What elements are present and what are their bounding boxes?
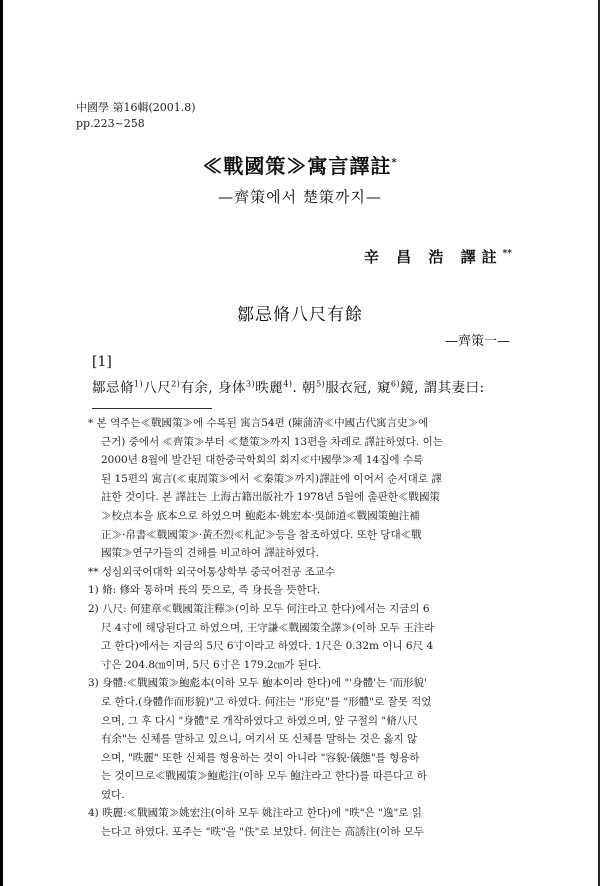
journal-pages: pp.223~258 [76,117,145,130]
text-segment: . 朝 [292,380,317,396]
classical-text-line [92,376,485,396]
footnote-line: 는다고 하였다. 포주는 "昳"을 "佚"로 보았다. 何注는 高誘注(이하 모두 [101,826,425,839]
translator-footnote-mark: ** [502,249,512,259]
footnote-line: 으며, "昳麗" 또한 신체를 형용하는 것이 아니라 "容貌·儀態"를 형용하 [101,751,420,764]
translator-byline [364,246,512,267]
text-segment: 八尺 [143,380,172,396]
text-segment: 有余, 身体 [180,380,247,396]
text-segment: 昳麗 [255,380,284,396]
footnote-line: 1) 脩: 修와 통하며 長의 뜻으로, 즉 身長을 뜻한다. [88,584,321,597]
text-segment: 鄒忌脩 [92,380,134,396]
note-marker: 5) [316,379,326,389]
title-footnote-mark: * [391,157,398,169]
footnote-line: 으며, 그 후 다시 "身體"로 개작하였다고 하였으며, 앞 구절의 "脩八尺 [101,714,418,727]
translator-name: 辛 昌 浩 譯註 [363,248,503,266]
footnote-line: 4) 昳麗:≪戰國策≫姚宏注(이하 모두 姚注라고 한다)에 "昳"은 "逸"로 읽 [88,807,422,820]
footnote-line: 2000년 8월에 발간된 대한중국학회의 회지≪中國學≫제 14집에 수록 [101,454,424,467]
footnote-separator [92,408,212,409]
journal-info [76,100,196,132]
footnote-line: 근거) 중에서 ≪齊策≫부터 ≪楚策≫까지 13편을 차례로 譯註하였다. 이는 [101,435,443,448]
footnote-line: 는 것이므로≪戰國策≫鮑彪注(이하 모두 鮑注라고 한다)를 따른다고 하 [101,770,427,783]
footnote-line: 3) 身體:≪戰國策≫鮑彪本(이하 모두 鮑本이라 한다)에 "'身體'는 '而形貌' [88,677,427,690]
footnote-line: 고 한다)에서는 지금의 5尺 6寸이라고 하였다. 1尺은 0.32m 이니 6尺 4 [101,640,434,653]
section-title: 鄒忌脩八尺有餘 [237,305,363,325]
note-marker: 1) [134,379,144,389]
note-marker: 4) [283,379,293,389]
paper-title-text: ≪戰國策≫寓言譯註 [202,154,392,178]
section-source: —齊策一— [444,334,510,349]
footnote-line: 寸은 204.8㎝이며, 5尺 6寸은 179.2㎝가 된다. [101,658,322,671]
paper-subtitle: —齊策에서 楚策까지— [218,188,382,206]
text-segment: 服衣冠, 窺 [325,380,391,396]
footnote-line: 正≫·帛書≪戰國策≫·黃丕烈≪札記≫등을 참조하였다. 또한 당대≪戰 [101,528,422,541]
footnote-line: 2) 八尺: 何建章≪戰國策注釋≫(이하 모두 何注라고 한다)에서는 지금의 6 [88,602,430,615]
scan-left-edge [0,0,3,886]
footnote-line: 有余"는 신체를 말하고 있으니, 여기서 또 신체를 말하는 것은 옳지 않 [101,733,418,746]
footnote-line: 尺 4寸에 해당된다고 하였으며, 王守謙≪戰國策全譯≫(이하 모두 王注라 [101,621,435,634]
footnote-line: ≫校点本을 底本으로 하였으며 鮑彪本·姚宏本·吳師道≪戰國策鮑注補 [101,509,420,522]
footnote-line: 註한 것이다. 본 譯註는 上海古籍出版社가 1978년 5월에 출판한≪戰國策 [101,491,440,504]
note-marker: 2) [171,379,181,389]
paragraph-number: [1] [92,354,112,370]
note-marker: 3) [246,379,256,389]
footnote-line: 된 15편의 寓言(≪東周策≫에서 ≪秦策≫까지)譯註에 이어서 순서대로 譯 [101,472,442,485]
footnote-line: 로 한다.(身體作而形貌)"고 하였다. 何注는 "形皃"를 "形體"로 잘못 적었 [101,695,432,708]
paper-title [0,150,600,179]
note-marker: 6) [390,379,401,389]
footnote-line: * 본 역주는≪戰國策≫에 수록된 寓言54편 (陳蒲清≪中國古代寓言史≫에 [88,417,429,429]
journal-issue: 中國學 第16輯(2001.8) [76,101,196,114]
footnote-line: 였다. [101,788,125,801]
footnotes [88,414,518,842]
text-segment: 鏡, 謂其妻曰: [400,380,485,396]
footnote-line: ** 성심외국어대학 외국어통상학부 중국어전공 조교수 [88,565,335,578]
footnote-line: 國策≫연구가들의 견해를 비교하여 譯註하였다. [101,547,319,560]
